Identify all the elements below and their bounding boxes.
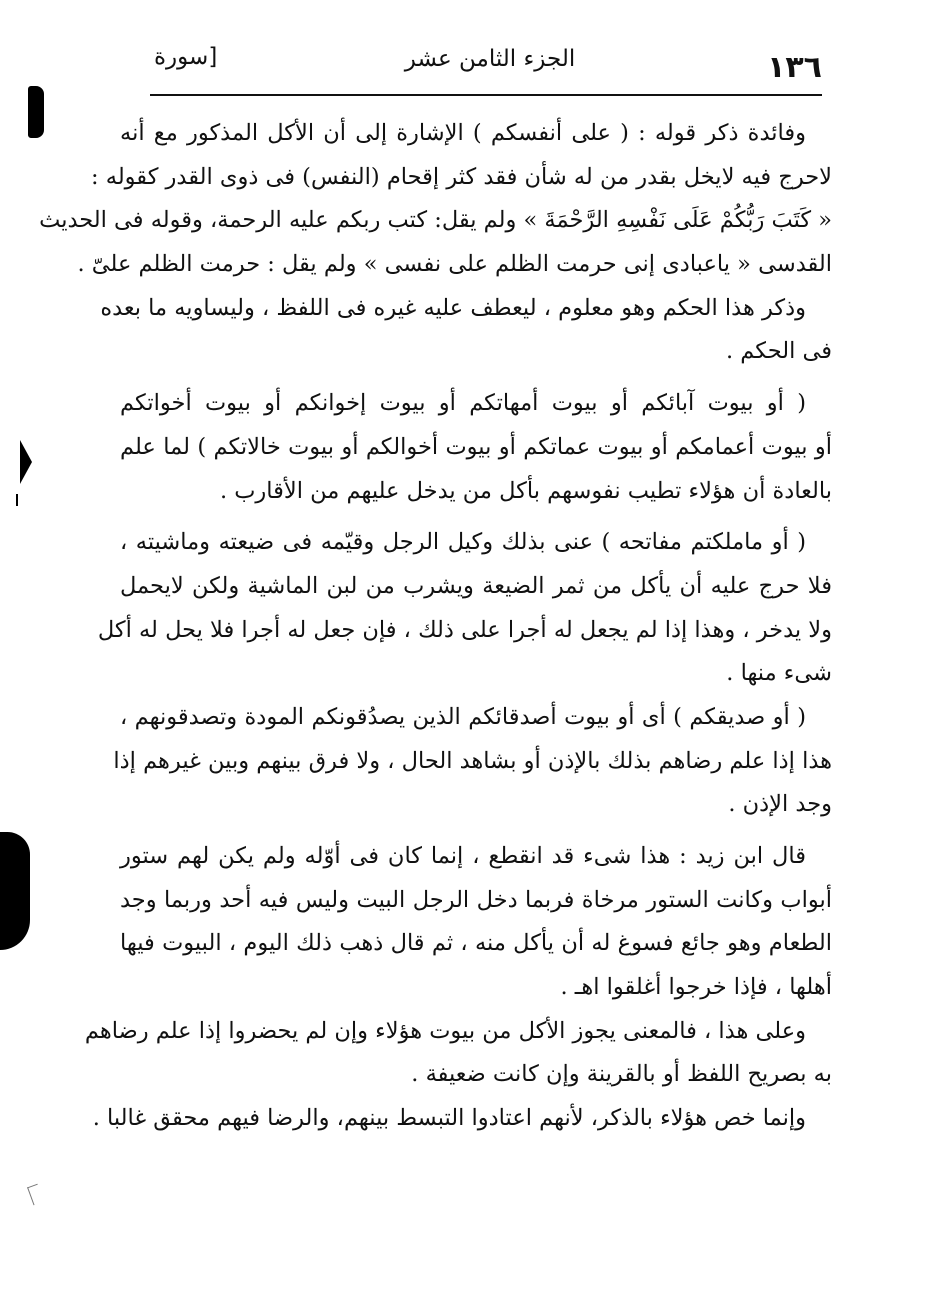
- text-line: قال ابن زيد : هذا شىء قد انقطع ، إنما كان فى أوّله ولم يكن لهم ستور: [120, 843, 806, 869]
- scan-mark: [20, 440, 32, 484]
- page-number: ١٣٦: [767, 50, 822, 85]
- text-line: فلا حرج عليه أن يأكل من ثمر الضيعة ويشرب من لبن الماشية ولكن لايحمل: [120, 572, 832, 599]
- text-line: أو بيوت أعمامكم أو بيوت عماتكم أو بيوت أخوالكم أو بيوت خالاتكم ) لما علم: [120, 433, 832, 460]
- surah-label-text: سورة: [154, 44, 209, 70]
- running-title: الجزء الثامن عشر: [404, 46, 576, 72]
- text-line: القدسى « ياعبادى إنى حرمت الظلم على نفسى » ولم يقل : حرمت الظلم علىّ .: [77, 251, 832, 278]
- text-line: أهلها ، فإذا خرجوا أغلقوا اهـ .: [560, 974, 832, 1001]
- text-line: وفائدة ذكر قوله : ( على أنفسكم ) الإشارة إلى أن الأكل المذكور مع أنه: [120, 120, 806, 146]
- text-line: به بصريح اللفظ أو بالقرينة وإن كانت ضعيفة .: [411, 1061, 832, 1088]
- text-line: وإنما خص هؤلاء بالذكر، لأنهم اعتادوا التبسط بينهم، والرضا فيهم محقق غالبا .: [92, 1105, 806, 1132]
- scan-mark: [27, 1184, 44, 1206]
- text-line: هذا إذا علم رضاهم بذلك بالإذن أو بشاهد الحال ، ولا فرق بينهم وبين غيرهم إذا: [113, 747, 832, 774]
- surah-label: [150, 44, 221, 70]
- text-line: أبواب وكانت الستور مرخاة فربما دخل الرجل البيت وليس فيه أحد وربما وجد: [120, 886, 832, 913]
- text-line: ولا يدخر ، وهذا إذا لم يجعل له أجرا على ذلك ، فإن جعل له أجرا فلا يحل له أكل: [97, 616, 832, 643]
- text-line: شىء منها .: [726, 660, 832, 687]
- scan-mark: [16, 494, 18, 506]
- text-line: ( أو ماملكتم مفاتحه ) عنى بذلك وكيل الرجل وقيّمه فى ضيعته وماشيته ،: [120, 529, 806, 556]
- text-line: فى الحكم .: [726, 338, 832, 365]
- page-body: [39, 112, 832, 1141]
- page-header: [150, 38, 822, 96]
- text-line: بالعادة أن هؤلاء تطيب نفوسهم بأكل من يدخل عليهم من الأقارب .: [219, 477, 832, 504]
- text-line: وجد الإذن .: [728, 791, 832, 818]
- scan-mark: [0, 832, 30, 950]
- text-line: لاحرج فيه لايخل بقدر من له شأن فقد كثر إقحام (النفس) فى ذوى القدر كقوله :: [91, 163, 832, 190]
- text-line: وعلى هذا ، فالمعنى يجوز الأكل من بيوت هؤلاء وإن لم يحضروا إذا علم رضاهم: [84, 1017, 806, 1044]
- text-line: « كَتَبَ رَبُّكُمْ عَلَى نَفْسِهِ الرَّحْمَةَ » ولم يقل: كتب ربكم عليه الرحمة، وقوله فى الحديث: [39, 207, 832, 234]
- scan-mark: [28, 86, 44, 138]
- text-line: وذكر هذا الحكم وهو معلوم ، ليعطف عليه غيره فى اللفظ ، وليساويه ما بعده: [100, 294, 806, 321]
- header-rule: [150, 94, 822, 96]
- text-line: الطعام وهو جائع فسوغ له أن يأكل منه ، ثم قال ذهب ذلك اليوم ، البيوت فيها: [120, 930, 832, 957]
- text-line: ( أو بيوت آبائكم أو بيوت أمهاتكم أو بيوت إخوانكم أو بيوت أخواتكم: [120, 390, 806, 417]
- text-line: ( أو صديقكم ) أى أو بيوت أصدقائكم الذين يصدُقونكم المودة وتصدقونهم ،: [120, 703, 806, 730]
- surah-bracket: [: [208, 44, 218, 70]
